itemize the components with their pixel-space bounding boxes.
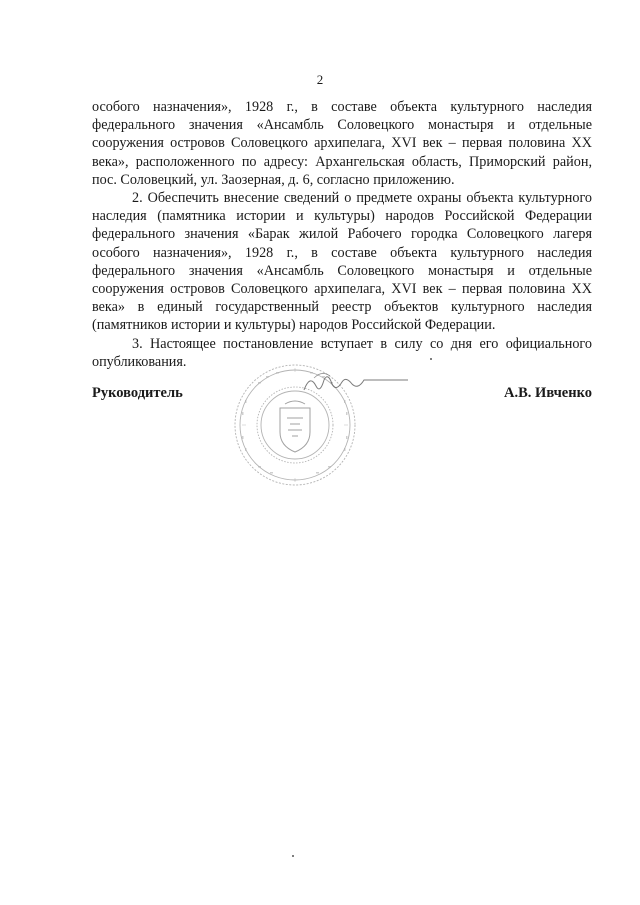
signer-position: Руководитель: [92, 385, 183, 401]
handwritten-signature: [300, 368, 410, 398]
paragraph-continuation: особого назначения», 1928 г., в составе объекта культурного наследия федерального значения «Ансамбль Соловецкого монастыря и отдельные сооружения островов Соловецкого архипелага, XVI век – первая половина XX века», расположенного по адресу: Архангельская область, Приморский район, пос. Соловецкий, ул. Заозерная, д. 6, согласно приложению.: [92, 99, 592, 188]
page-number: 2: [316, 72, 324, 87]
signer-name: А.В. Ивченко: [504, 385, 592, 401]
document-body: [92, 98, 592, 371]
paragraph-item-3: 3. Настоящее постановление вступает в силу со дня его официального опубликования.: [92, 335, 592, 370]
scan-speck: [292, 855, 294, 857]
paragraph-item-2: 2. Обеспечить внесение сведений о предмете охраны объекта культурного наследия (памятника истории и культуры) народов Российской Федерации федерального значения «Барак жилой Рабочего городка Соловецкого лагеря особого назначения», 1928 г., в составе объекта культурного наследия федерального значения «Ансамбль Соловецкого монастыря и отдельные сооружения островов Соловецкого архипелага, XVI век – первая половина XX века» в единый государственный реестр объектов культурного наследия (памятников истории и культуры) народов Российской Федерации.: [92, 190, 592, 334]
seal-emblem-icon: [280, 401, 310, 452]
scan-speck: [430, 358, 432, 360]
